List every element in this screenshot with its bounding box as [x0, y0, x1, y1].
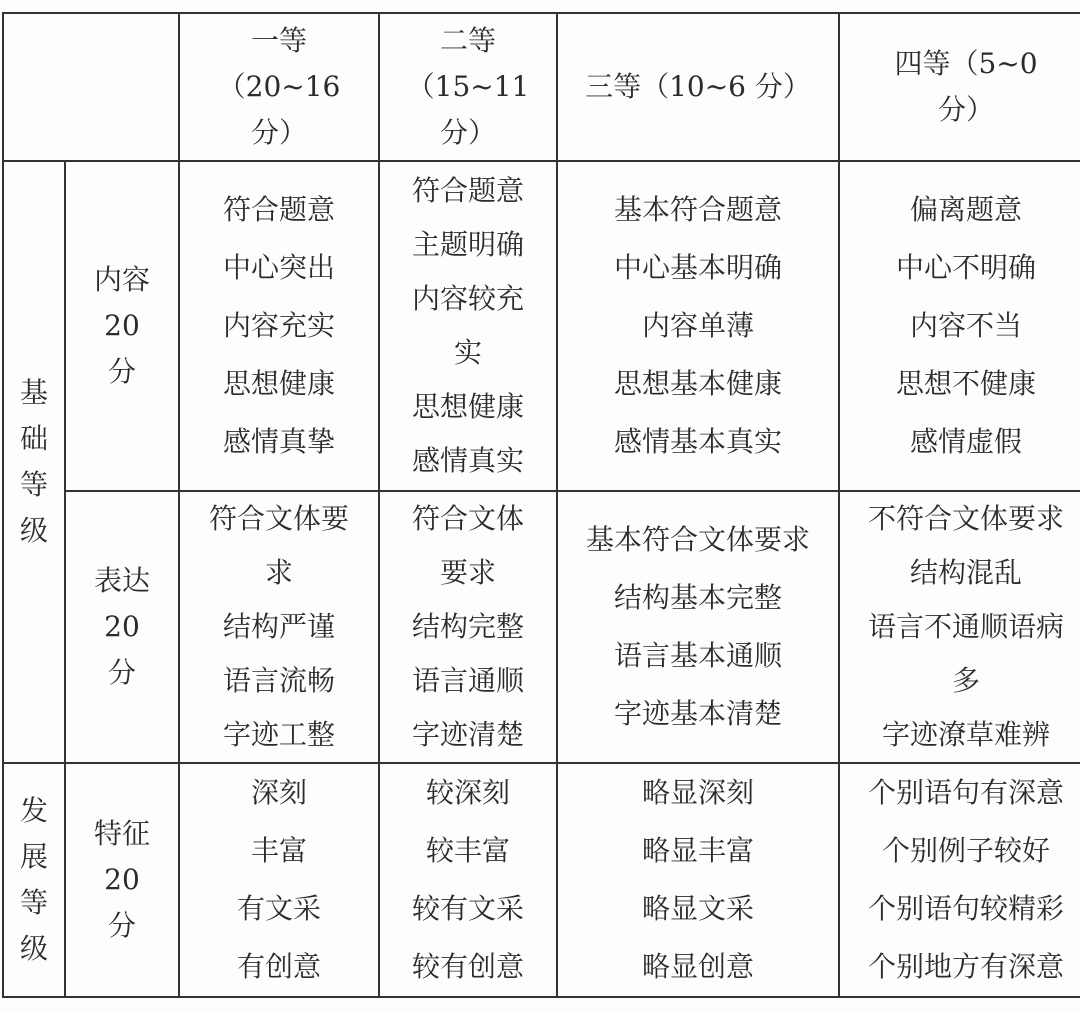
essay-scoring-rubric-table [2, 12, 1080, 998]
category-develop-char-2: 展 [19, 840, 48, 873]
header-grade-1-line-2: （20~16 [217, 70, 341, 103]
criterion-line: 中心突出 [222, 251, 335, 284]
category-basic-char-1: 基 [19, 376, 48, 409]
criterion-line: 结构混乱 [909, 556, 1022, 589]
criterion-line: 语言基本通顺 [613, 639, 782, 672]
row-label-features-line-2: 20 [104, 863, 140, 896]
criterion-line: 结构完整 [411, 610, 524, 643]
criterion-line: 较有创意 [411, 950, 524, 983]
criterion-line: 略显丰富 [641, 834, 754, 867]
cell-content-grade-3 [557, 161, 839, 491]
criterion-line: 偏离题意 [909, 193, 1022, 226]
criterion-line: 符合题意 [411, 174, 524, 207]
cell-features-grade-3 [557, 763, 839, 997]
criterion-line: 略显文采 [641, 892, 754, 925]
criterion-line: 感情真实 [411, 444, 524, 477]
cell-expression-grade-4 [839, 491, 1080, 763]
criterion-line: 中心基本明确 [613, 251, 782, 284]
category-basic-char-3: 等 [19, 468, 48, 501]
cell-expression-grade-1 [179, 491, 379, 763]
row-label-content-line-2: 20 [104, 309, 140, 342]
criterion-line: 略显创意 [641, 950, 754, 983]
criterion-line: 较有文采 [411, 892, 524, 925]
row-label-expression-line-3: 分 [107, 656, 136, 689]
category-develop-char-3: 等 [19, 886, 48, 919]
criterion-line: 不符合文体要求 [867, 502, 1064, 535]
category-development-level [3, 763, 65, 997]
criterion-line: 内容单薄 [641, 309, 754, 342]
criterion-line: 基本符合文体要求 [585, 523, 810, 556]
criterion-line: 求 [264, 556, 293, 589]
criterion-line: 思想不健康 [895, 367, 1036, 400]
cell-features-grade-2 [379, 763, 557, 997]
row-features [3, 763, 1080, 997]
cell-features-grade-4 [839, 763, 1080, 997]
criterion-line: 结构严谨 [222, 610, 335, 643]
criterion-line: 符合文体要 [208, 502, 349, 535]
criterion-line: 字迹清楚 [411, 718, 524, 751]
header-grade-4-line-1: 四等（5~0 [894, 47, 1038, 80]
criterion-line: 符合文体 [411, 502, 524, 535]
criterion-line: 字迹基本清楚 [613, 697, 782, 730]
criterion-line: 要求 [439, 556, 496, 589]
header-grade-4-line-2: 分） [937, 93, 994, 126]
row-label-content-line-3: 分 [107, 355, 136, 388]
cell-content-grade-1 [179, 161, 379, 491]
cell-expression-grade-3 [557, 491, 839, 763]
criterion-line: 中心不明确 [895, 251, 1036, 284]
criterion-line: 有文采 [236, 892, 321, 925]
criterion-line: 感情基本真实 [613, 425, 782, 458]
criterion-line: 感情真挚 [222, 425, 335, 458]
row-content [3, 161, 1080, 491]
criterion-line: 结构基本完整 [613, 581, 782, 614]
header-row [3, 13, 1080, 161]
header-grade-2-line-1: 二等 [439, 24, 496, 57]
criterion-line: 较丰富 [425, 834, 510, 867]
header-grade-1-line-3: 分） [250, 116, 307, 149]
criterion-line: 略显深刻 [641, 776, 754, 809]
row-label-features [65, 763, 179, 997]
row-label-expression-line-1: 表达 [93, 564, 150, 597]
row-label-features-line-3: 分 [107, 909, 136, 942]
header-grade-3-line-1: 三等（10~6 分） [585, 70, 811, 103]
criterion-line: 深刻 [250, 776, 307, 809]
cell-content-grade-4 [839, 161, 1080, 491]
row-label-features-line-1: 特征 [93, 817, 150, 850]
cell-features-grade-1 [179, 763, 379, 997]
criterion-line: 基本符合题意 [613, 193, 782, 226]
row-expression [3, 491, 1080, 763]
header-grade-2-line-3: 分） [439, 116, 496, 149]
cell-content-grade-2 [379, 161, 557, 491]
header-corner-cell [3, 13, 179, 161]
criterion-line: 多 [951, 664, 980, 697]
header-grade-1 [179, 13, 379, 161]
criterion-line: 语言通顺 [411, 664, 524, 697]
header-grade-2 [379, 13, 557, 161]
header-grade-2-line-2: （15~11 [406, 70, 530, 103]
category-develop-char-1: 发 [19, 794, 48, 827]
criterion-line: 较深刻 [425, 776, 510, 809]
criterion-line: 个别语句有深意 [867, 776, 1064, 809]
header-grade-4 [839, 13, 1080, 161]
header-grade-3 [557, 13, 839, 161]
row-label-expression [65, 491, 179, 763]
category-develop-char-4: 级 [19, 932, 48, 965]
criterion-line: 思想健康 [222, 367, 335, 400]
criterion-line: 思想基本健康 [613, 367, 782, 400]
row-label-expression-line-2: 20 [104, 610, 140, 643]
criterion-line: 实 [453, 336, 482, 369]
row-label-content [65, 161, 179, 491]
criterion-line: 个别例子较好 [881, 834, 1050, 867]
criterion-line: 思想健康 [411, 390, 524, 423]
criterion-line: 内容不当 [909, 309, 1022, 342]
criterion-line: 丰富 [250, 834, 307, 867]
category-basic-level [3, 161, 65, 763]
criterion-line: 语言不通顺语病 [867, 610, 1064, 643]
criterion-line: 感情虚假 [909, 425, 1022, 458]
criterion-line: 主题明确 [411, 228, 524, 261]
criterion-line: 个别地方有深意 [867, 950, 1064, 983]
header-grade-1-line-1: 一等 [250, 24, 307, 57]
criterion-line: 有创意 [236, 950, 321, 983]
category-basic-char-2: 础 [19, 422, 48, 455]
criterion-line: 字迹潦草难辨 [881, 718, 1050, 751]
criterion-line: 个别语句较精彩 [867, 892, 1064, 925]
row-label-content-line-1: 内容 [93, 263, 150, 296]
criterion-line: 语言流畅 [222, 664, 335, 697]
criterion-line: 符合题意 [222, 193, 335, 226]
criterion-line: 内容较充 [411, 282, 524, 315]
category-basic-char-4: 级 [19, 514, 48, 547]
criterion-line: 字迹工整 [222, 718, 335, 751]
criterion-line: 内容充实 [222, 309, 335, 342]
cell-expression-grade-2 [379, 491, 557, 763]
